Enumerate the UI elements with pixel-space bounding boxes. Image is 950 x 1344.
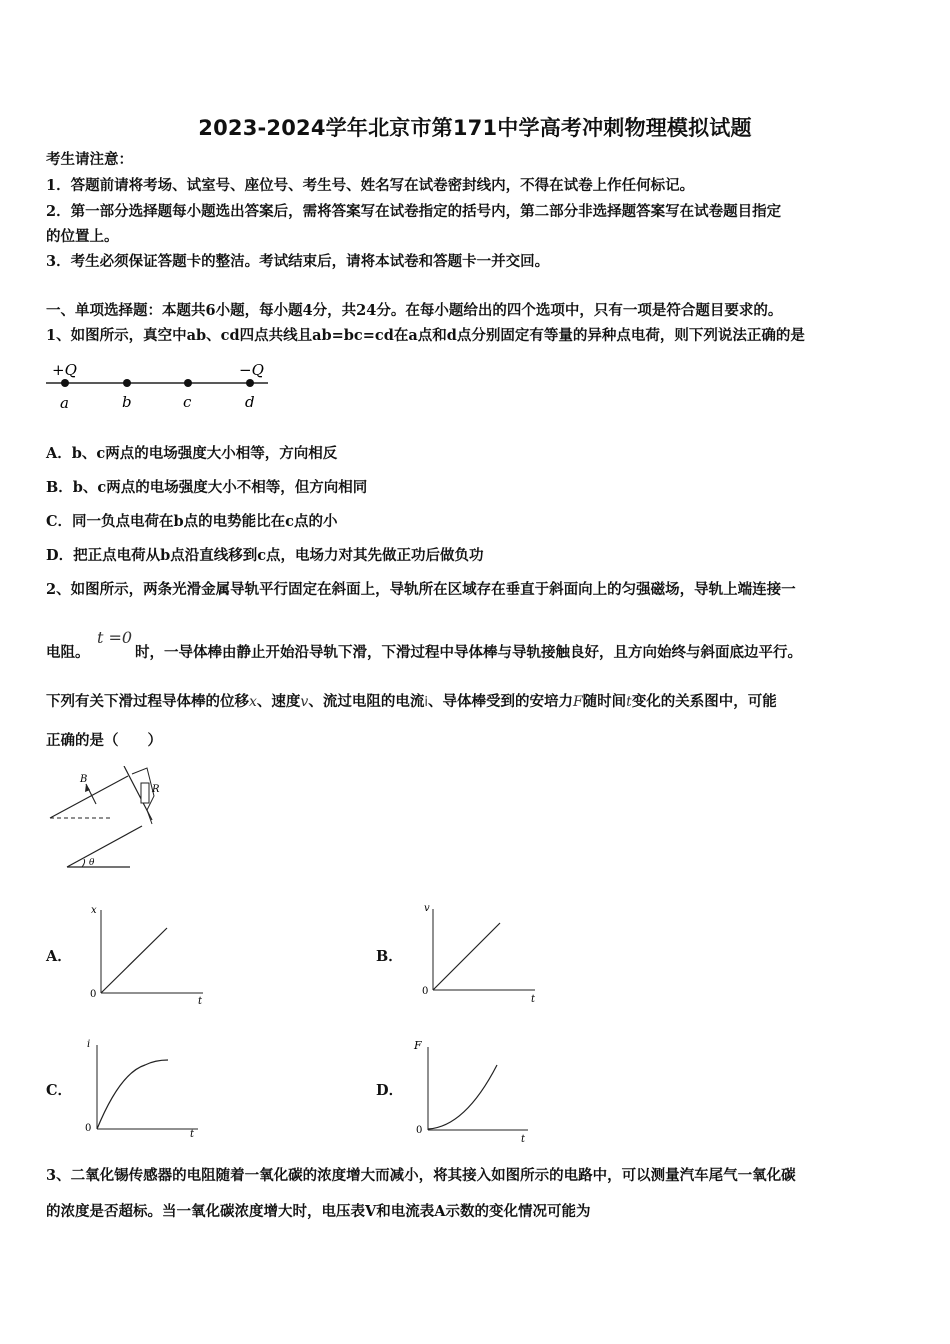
graph-b-ylabel: v [424, 903, 430, 914]
q1-option-b: B．b、c两点的电场强度大小不相等，但方向相同 [46, 479, 368, 496]
q2-graph-a [85, 898, 215, 1008]
q2-line-2-post: 时，一导体棒由静止开始沿导轨下滑，下滑过程中导体棒与导轨接触良好，且方向始终与斜面底边平行。 [135, 644, 802, 661]
notice-item-1: 1．答题前请将考场、试室号、座位号、考生号、姓名写在试卷密封线内，不得在试卷上作任何标记。 [46, 177, 695, 194]
graph-c-origin: 0 [85, 1123, 92, 1134]
graph-c-ylabel: i [87, 1039, 91, 1050]
graph-b-xlabel: t [531, 994, 536, 1005]
q2-line-3-f: 变化的关系图中，可能 [631, 693, 777, 710]
graph-d-ylabel: F [414, 1039, 422, 1052]
q2-rail-upper [50, 776, 128, 818]
q2-line-3 [46, 692, 777, 713]
notice-item-2-cont: 的位置上。 [46, 228, 119, 245]
q2-var-F: F [572, 694, 583, 710]
q3-line-1: 3、二氧化锡传感器的电阻随着一氧化碳的浓度增大而减小，将其接入如图所示的电路中，可以测量汽车尾气一氧化碳 [46, 1167, 796, 1184]
graph-b-origin: 0 [422, 986, 429, 997]
q1-label-a: a [60, 394, 69, 412]
graph-d-curve [428, 1065, 497, 1129]
q2-angle-arc [82, 859, 85, 867]
notice-heading: 考生请注意： [46, 151, 133, 168]
q2-incline-figure [42, 766, 182, 876]
section-header: 一、单项选择题：本题共6小题，每小题4分，共24分。在每小题给出的四个选项中，只有一项是符合题目要求的。 [46, 302, 783, 319]
q2-t-equals-zero: t =0 [97, 628, 133, 647]
q1-point-a-dot [61, 379, 69, 387]
q2-option-c-label: C． [46, 1082, 73, 1099]
q2-line-2-pre: 电阻。 [46, 644, 90, 661]
q2-line-4: 正确的是（ ） [46, 732, 162, 749]
page-title: 2023-2024学年北京市第171中学高考冲刺物理模拟试题 [198, 116, 752, 140]
graph-a-ylabel: x [91, 905, 97, 916]
graph-a-origin: 0 [90, 989, 97, 1000]
q2-line-3-b: 、速度 [256, 693, 301, 710]
q2-label-theta: θ [89, 858, 95, 868]
q1-point-c-dot [184, 379, 192, 387]
q2-rail-lower [67, 826, 142, 867]
q1-option-c: C．同一负点电荷在b点的电势能比在c点的小 [46, 513, 338, 530]
q1-charge-minus: −Q [239, 361, 264, 379]
q2-line-3-d: 、导体棒受到的安培力 [427, 693, 573, 710]
q2-option-a-label: A． [46, 948, 72, 965]
q3-line-2: 的浓度是否超标。当一氧化碳浓度增大时，电压表V和电流表A示数的变化情况可能为 [46, 1203, 591, 1220]
q1-label-d: d [245, 393, 255, 411]
graph-a-xlabel: t [198, 996, 203, 1007]
q2-line-3-c: 、流过电阻的电流 [308, 693, 425, 710]
graph-b-curve [433, 923, 500, 990]
q2-var-v: v [300, 694, 309, 710]
graph-a-curve [101, 928, 167, 993]
q1-label-c: c [183, 393, 192, 411]
notice-item-2: 2．第一部分选择题每小题选出答案后，需将答案写在试卷指定的括号内，第二部分非选择题答案写在试卷题目指定 [46, 203, 782, 220]
graph-c-xlabel: t [190, 1129, 195, 1140]
q2-line-1: 2、如图所示，两条光滑金属导轨平行固定在斜面上，导轨所在区域存在垂直于斜面向上的匀强磁场，导轨上端连接一 [46, 581, 796, 598]
q2-line-3-a: 下列有关下滑过程导体棒的位移 [46, 693, 249, 710]
graph-d-origin: 0 [416, 1125, 423, 1136]
q2-var-x: x [249, 694, 257, 710]
notice-item-3: 3．考生必须保证答题卡的整洁。考试结束后，请将本试卷和答题卡一并交回。 [46, 253, 550, 270]
q2-label-B: B [80, 774, 88, 785]
q1-point-d-dot [246, 379, 254, 387]
q2-option-d-label: D． [376, 1082, 404, 1099]
q2-label-R: R [152, 784, 160, 795]
graph-d-xlabel: t [521, 1134, 526, 1145]
q2-var-t: t [626, 694, 632, 710]
graph-c-curve [97, 1060, 168, 1129]
q2-line-3-e: 随时间 [582, 693, 627, 710]
q1-label-b: b [122, 393, 132, 411]
q1-stem: 1、如图所示，真空中ab、cd四点共线且ab=bc=cd在a点和d点分别固定有等量的异种点电荷，则下列说法正确的是 [46, 327, 805, 344]
q2-resistor [141, 783, 149, 803]
q2-var-i: i [424, 695, 428, 710]
q1-point-b-dot [123, 379, 131, 387]
q1-charge-plus: +Q [52, 361, 77, 379]
q1-figure [40, 355, 280, 415]
q2-graph-d [410, 1035, 540, 1145]
q2-option-b-label: B． [376, 948, 403, 965]
q1-option-d: D．把正点电荷从b点沿直线移到c点，电场力对其先做正功后做负功 [46, 547, 484, 564]
q2-graph-b [415, 895, 545, 1005]
q2-graph-c [80, 1033, 210, 1143]
q1-option-a: A．b、c两点的电场强度大小相等，方向相反 [46, 445, 338, 462]
